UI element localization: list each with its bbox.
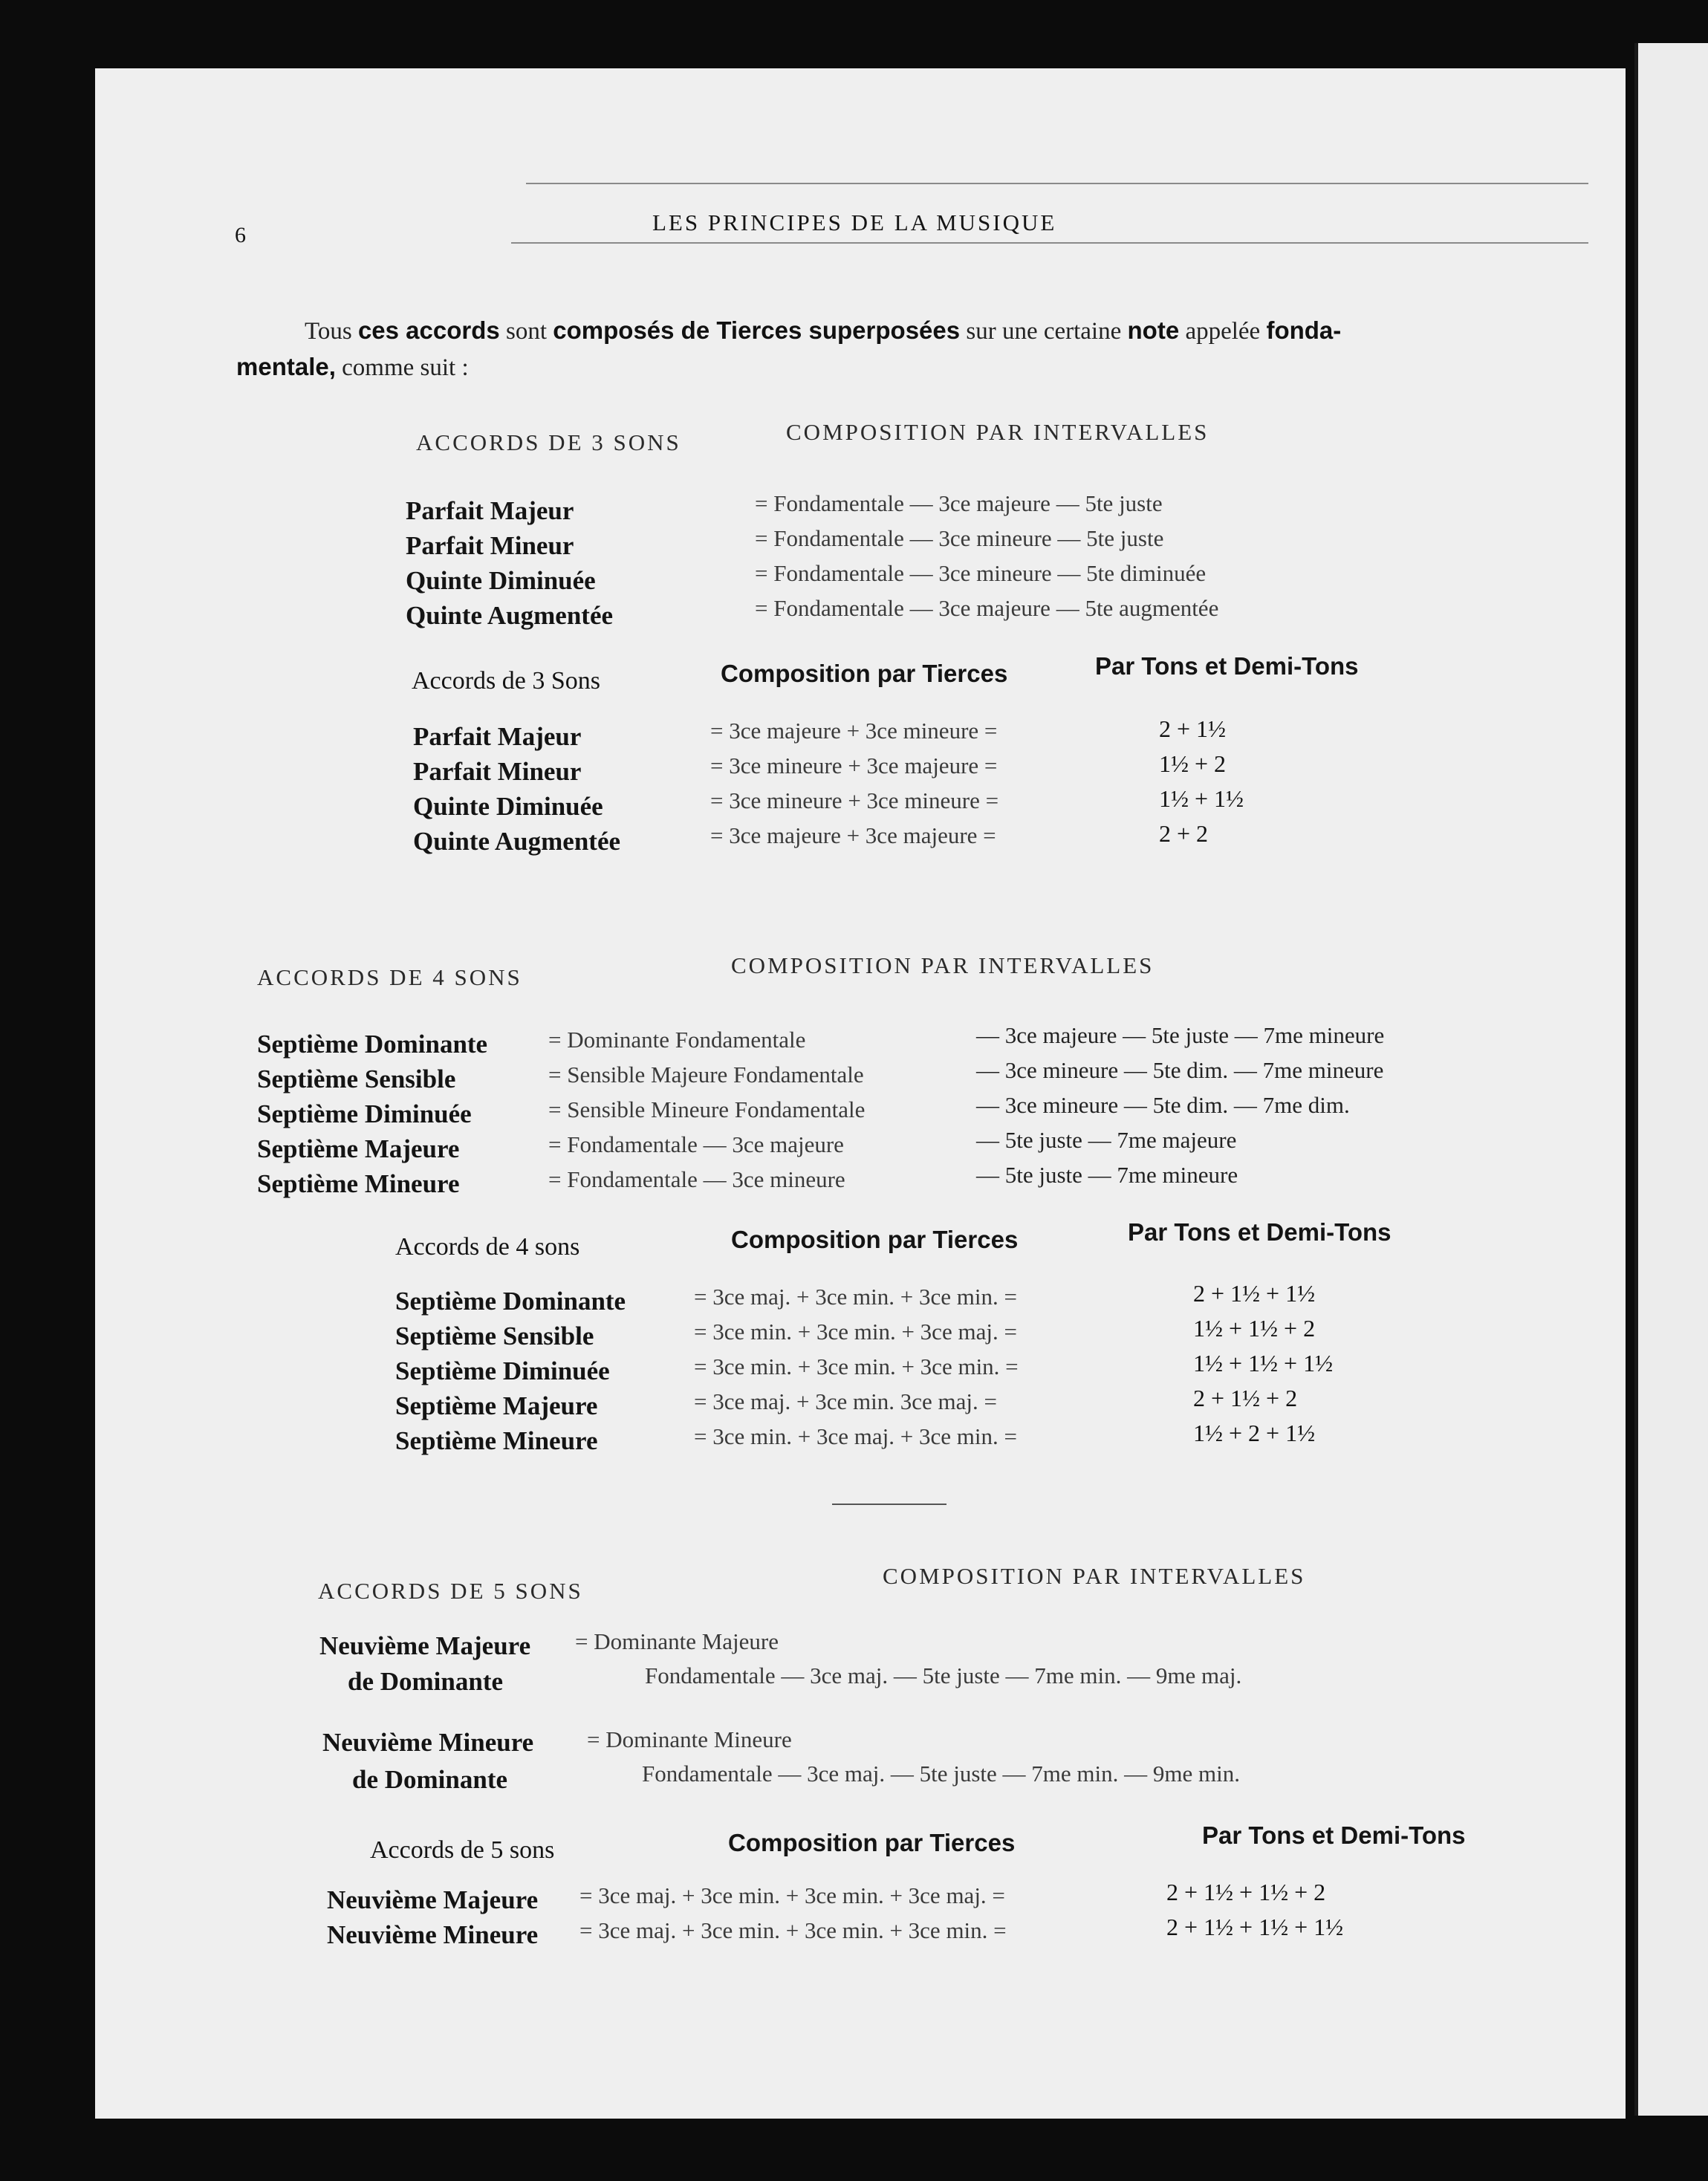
section5-comp-heading: COMPOSITION PAR INTERVALLES [883,1563,1306,1589]
chord-name: Parfait Mineur [406,531,574,560]
chord-name: Parfait Mineur [413,757,582,786]
chord-name: Quinte Diminuée [406,566,596,595]
tons-value: 2 + 2 [1159,820,1209,847]
tierce-composition: = 3ce min. + 3ce min. + 3ce maj. = [694,1319,1017,1345]
tons-value: 2 + 1½ [1159,715,1227,742]
chord-name: Septième Diminuée [257,1099,472,1128]
section3-comp-heading: COMPOSITION PAR INTERVALLES [786,419,1209,445]
tierce-composition: = 3ce maj. + 3ce min. + 3ce min. + 3ce min. = [579,1917,1007,1943]
tons-value: 1½ + 1½ + 1½ [1193,1350,1334,1376]
interval-composition: — 3ce mineure — 5te dim. — 7me mineure [976,1057,1384,1083]
interval-composition: = Fondamentale — 3ce mineure — 5te juste [755,525,1164,551]
adjacent-page-edge [1634,43,1708,2116]
intro-line-2: mentale, comme suit : [236,353,469,381]
interval-composition: = Dominante Mineure [587,1726,792,1752]
section4-heading: ACCORDS DE 4 SONS [257,964,522,990]
chord-name: Neuvième Mineure [322,1728,534,1757]
section3-tierce-comps [710,713,999,853]
section4-chord-names [257,1027,487,1201]
chord-name: Quinte Augmentée [413,827,621,856]
chord-name: Neuvième Majeure [327,1885,539,1914]
interval-composition: Fondamentale — 3ce maj. — 5te juste — 7me min. — 9me maj. [645,1662,1242,1688]
tierce-composition: = 3ce maj. + 3ce min. + 3ce min. + 3ce maj. = [579,1882,1005,1908]
chord-name: Parfait Majeur [406,496,574,525]
chord-name: Neuvième Majeure [319,1631,531,1660]
chord-name: Neuvième Mineure [327,1920,539,1949]
interval-composition: = Fondamentale — 3ce majeure — 5te augmentée [755,595,1219,621]
section3-chord-names [406,493,613,633]
section4-tons [1193,1276,1333,1451]
chord-name: Parfait Majeur [413,722,582,751]
section3-sub-tons: Par Tons et Demi-Tons [1095,652,1359,680]
section3-heading: ACCORDS DE 3 SONS [416,429,681,455]
section4-comp-a [548,1022,865,1197]
tons-value: 1½ + 1½ [1159,785,1244,812]
chord-name: Quinte Augmentée [406,601,614,630]
section4-sub-tierces: Composition par Tierces [731,1226,1019,1253]
chord-name: de Dominante [348,1667,504,1696]
tierce-composition: = 3ce mineure + 3ce mineure = [710,787,999,813]
section4-comp-heading: COMPOSITION PAR INTERVALLES [731,952,1155,978]
header-rule-bottom [511,242,1588,244]
chord-name: Quinte Diminuée [413,792,603,821]
tierce-composition: = 3ce maj. + 3ce min. + 3ce min. = [694,1284,1017,1310]
section5-tierce-names [327,1882,538,1952]
section4-tierce-names [395,1284,626,1458]
section5-tierce-comps [579,1878,1007,1948]
section3-sub-tierces: Composition par Tierces [721,660,1008,687]
document-page [95,68,1626,2119]
tierce-composition: = 3ce maj. + 3ce min. 3ce maj. = [694,1388,997,1414]
section-divider [832,1504,946,1505]
chord-name: Septième Sensible [257,1065,456,1093]
interval-composition: = Fondamentale — 3ce majeure — 5te juste [755,490,1163,516]
section5-heading: ACCORDS DE 5 SONS [318,1578,583,1604]
chord-name: de Dominante [352,1765,508,1794]
tierce-composition: = 3ce majeure + 3ce majeure = [710,822,996,848]
chord-name: Septième Diminuée [395,1356,610,1385]
intro-line-1: Tous ces accords sont composés de Tierces superposées sur une certaine note appelée fonda- [305,316,1342,345]
page-number: 6 [235,223,246,247]
chord-name: Septième Dominante [257,1030,488,1059]
interval-composition: = Fondamentale — 3ce mineure — 5te diminuée [755,560,1207,586]
tons-value: 2 + 1½ + 1½ + 2 [1166,1879,1326,1905]
chord-name: Septième Majeure [395,1391,598,1420]
tierce-composition: = 3ce majeure + 3ce mineure = [710,718,998,744]
tierce-composition: = 3ce min. + 3ce min. + 3ce min. = [694,1353,1019,1379]
interval-composition: = Dominante Majeure [575,1628,779,1654]
section4-tierce-comps [694,1279,1019,1454]
interval-composition: — 5te juste — 7me mineure [976,1162,1238,1188]
running-title: LES PRINCIPES DE LA MUSIQUE [652,209,1057,235]
section3-compositions [755,486,1218,625]
tierce-composition: = 3ce min. + 3ce maj. + 3ce min. = [694,1423,1017,1449]
chord-name: Septième Majeure [257,1134,460,1163]
interval-composition: — 3ce majeure — 5te juste — 7me mineure [976,1022,1385,1048]
interval-composition: = Sensible Majeure Fondamentale [548,1062,864,1088]
section5-tons [1166,1875,1343,1945]
interval-composition: = Sensible Mineure Fondamentale [548,1096,866,1122]
tons-value: 2 + 1½ + 2 [1193,1385,1298,1411]
interval-composition: — 3ce mineure — 5te dim. — 7me dim. [976,1092,1350,1118]
tons-value: 1½ + 1½ + 2 [1193,1315,1316,1342]
header-rule-top [526,183,1588,184]
interval-composition: = Fondamentale — 3ce majeure [548,1131,844,1157]
section4-sub-tons: Par Tons et Demi-Tons [1128,1218,1392,1246]
section4-sub-heading: Accords de 4 sons [395,1233,580,1261]
section3-tons [1159,712,1244,851]
tierce-composition: = 3ce mineure + 3ce majeure = [710,753,998,779]
chord-name: Septième Dominante [395,1287,626,1316]
tons-value: 1½ + 2 + 1½ [1193,1420,1316,1446]
tons-value: 2 + 1½ + 1½ + 1½ [1166,1914,1344,1940]
interval-composition: = Dominante Fondamentale [548,1027,806,1053]
section5-sub-heading: Accords de 5 sons [370,1836,555,1864]
tons-value: 2 + 1½ + 1½ [1193,1280,1316,1307]
section3-tierce-names [413,719,620,859]
section5-sub-tons: Par Tons et Demi-Tons [1202,1821,1466,1849]
section4-comp-b [976,1018,1384,1192]
interval-composition: — 5te juste — 7me majeure [976,1127,1237,1153]
chord-name: Septième Mineure [395,1426,598,1455]
chord-name: Septième Mineure [257,1169,460,1198]
chord-name: Septième Sensible [395,1322,594,1350]
interval-composition: Fondamentale — 3ce maj. — 5te juste — 7me min. — 9me min. [642,1761,1240,1787]
interval-composition: = Fondamentale — 3ce mineure [548,1166,845,1192]
section3-sub-heading: Accords de 3 Sons [412,667,601,695]
tons-value: 1½ + 2 [1159,750,1227,777]
section5-sub-tierces: Composition par Tierces [728,1829,1016,1856]
